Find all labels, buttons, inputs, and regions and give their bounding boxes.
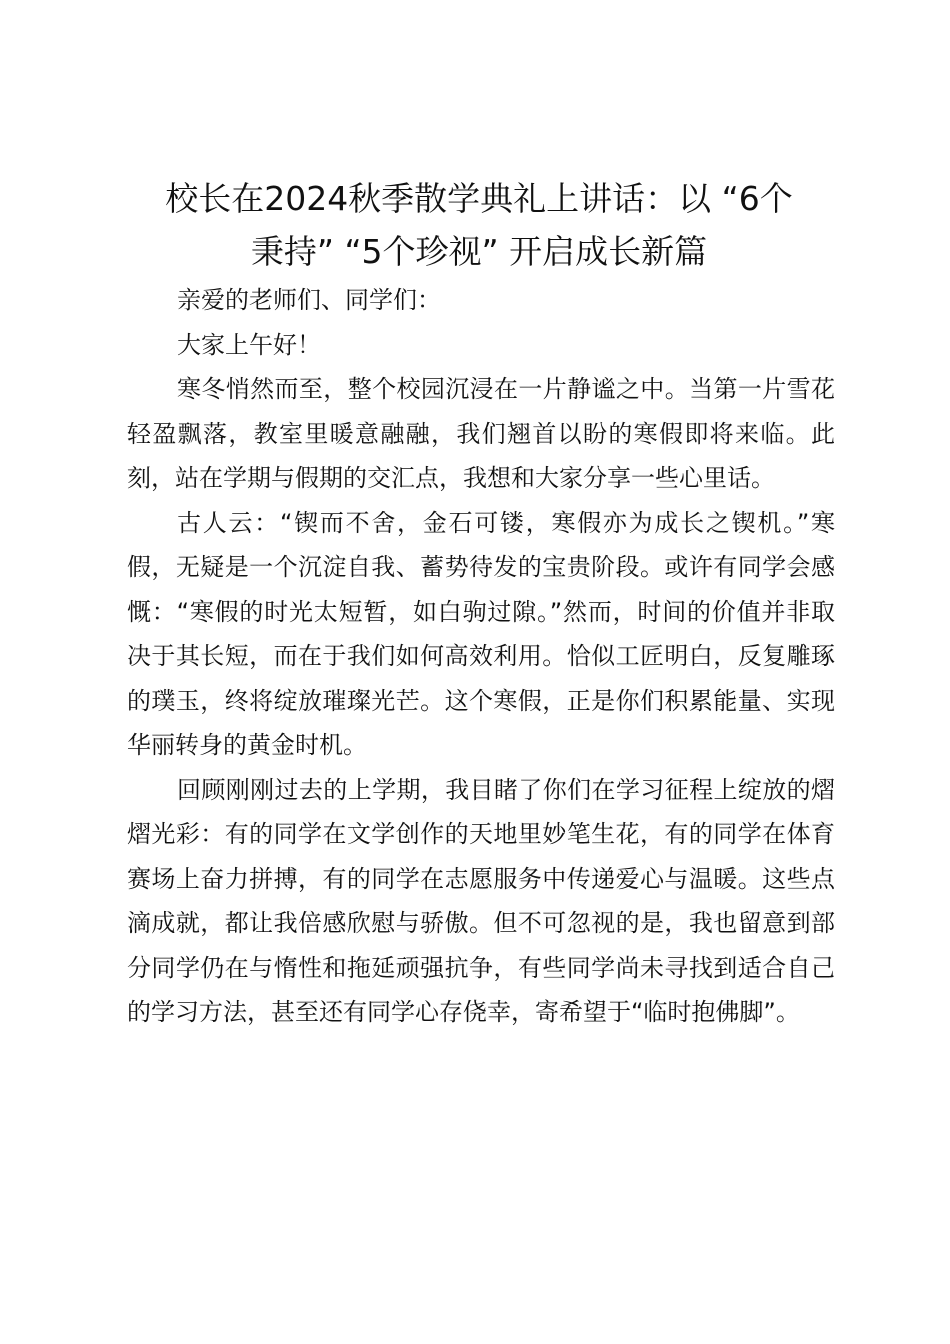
document-body [127,278,835,1035]
title-line-1: 校长在2024秋季散学典礼上讲话：以 “6个 [165,179,793,218]
paragraph: 回顾刚刚过去的上学期，我目睹了你们在学习征程上绽放的熠熠光彩：有的同学在文学创作的天地里妙笔生花，有的同学在体育赛场上奋力拼搏，有的同学在志愿服务中传递爱心与温暖。这些点滴成就，都让我倍感欣慰与骄傲。但不可忽视的是，我也留意到部分同学仍在与惰性和拖延顽强抗争，有些同学尚未寻找到适合自己的学习方法，甚至还有同学心存侥幸，寄希望于“临时抱佛脚”。 [127,775,835,1026]
paragraph: 古人云：“锲而不舍，金石可镂，寒假亦为成长之锲机。”寒假，无疑是一个沉淀自我、蓄势待发的宝贵阶段。或许有同学会感慨：“寒假的时光太短暂，如白驹过隙。”然而，时间的价值并非取决于其长短，而在于我们如何高效利用。恰似工匠明白，反复雕琢的璞玉，终将绽放璀璨光芒。这个寒假，正是你们积累能量、实现华丽转身的黄金时机。 [127,508,835,759]
greeting: 大家上午好！ [177,330,321,359]
salutation: 亲爱的老师们、同学们： [177,286,441,314]
paragraph: 寒冬悄然而至，整个校园沉浸在一片静谧之中。当第一片雪花轻盈飘落，教室里暖意融融，我们翘首以盼的寒假即将来临。此刻，站在学期与假期的交汇点，我想和大家分享一些心里话。 [127,375,835,492]
title-line-2: 秉持” “5个珍视” 开启成长新篇 [250,232,708,271]
document-title [110,172,848,278]
